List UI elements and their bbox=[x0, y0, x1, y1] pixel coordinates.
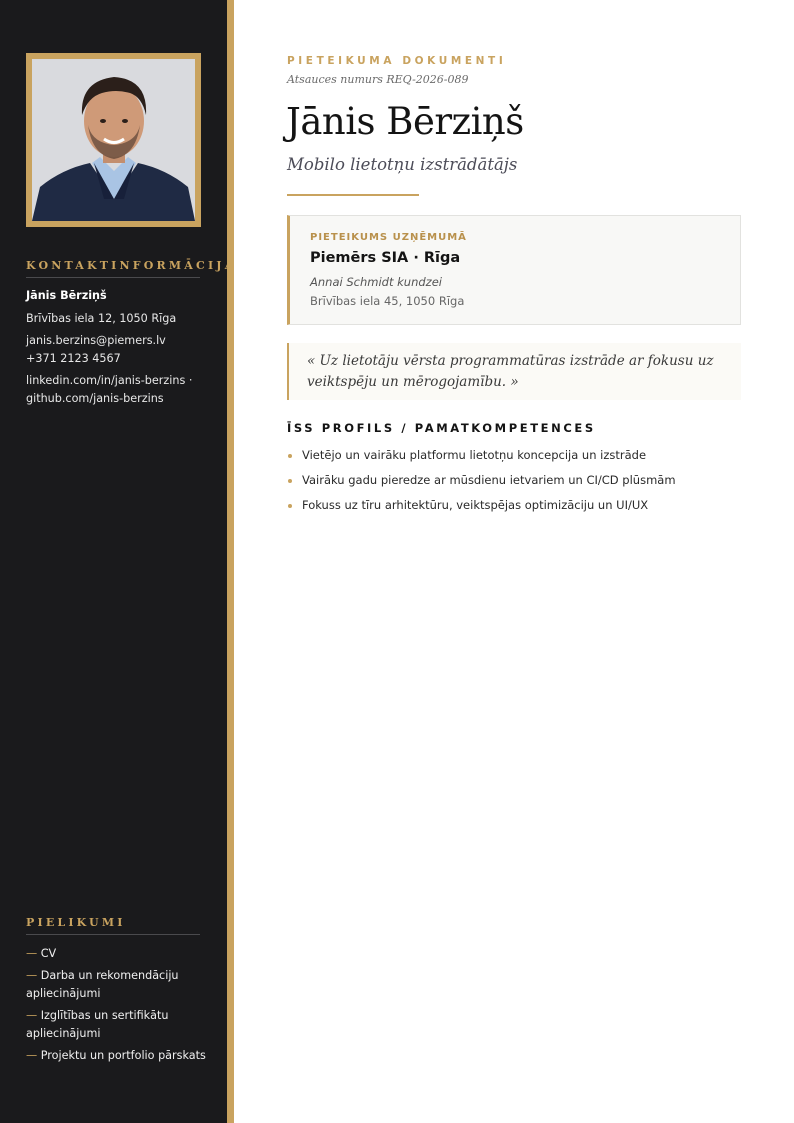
contact-heading-divider bbox=[26, 277, 200, 278]
attachment-label: Darba un rekomendāciju bbox=[40, 969, 179, 982]
reference-number: Atsauces numurs REQ-2026-089 bbox=[287, 73, 469, 86]
competence-text: Vietējo un vairāku platformu lietotņu koncepcija un izstrāde bbox=[302, 448, 647, 462]
recipient-name: Annai Schmidt kundzei bbox=[310, 275, 442, 289]
attachments-heading: PIELIKUMI bbox=[26, 916, 126, 929]
portrait-illustration bbox=[32, 59, 195, 221]
attachment-item bbox=[26, 1007, 206, 1042]
contact-github[interactable]: github.com/janis-berzins bbox=[26, 392, 164, 405]
bullet-icon bbox=[288, 454, 292, 458]
company-name: Piemērs SIA · Rīga bbox=[310, 250, 461, 266]
contact-phone[interactable]: +371 2123 4567 bbox=[26, 352, 121, 365]
profile-photo bbox=[32, 59, 195, 221]
contact-heading: KONTAKTINFORMĀCIJA bbox=[26, 259, 237, 272]
contact-name: Jānis Bērziņš bbox=[26, 289, 107, 302]
company-address: Brīvības iela 45, 1050 Rīga bbox=[310, 294, 465, 308]
application-recipient-card bbox=[287, 215, 741, 325]
profile-section-title: ĪSS PROFILS / PAMATKOMPETENCES bbox=[287, 421, 596, 435]
attachment-label: Izglītības un sertifikātu bbox=[40, 1009, 169, 1022]
attachment-dash: — bbox=[26, 1049, 38, 1062]
attachment-dash: — bbox=[26, 947, 38, 960]
competence-item bbox=[287, 472, 676, 497]
competence-item bbox=[287, 447, 676, 472]
competence-list bbox=[287, 447, 676, 522]
competence-text: Fokuss uz tīru arhitektūru, veiktspējas optimizāciju un UI/UX bbox=[302, 498, 649, 512]
attachment-label-continued: apliecinājumi bbox=[26, 986, 101, 1000]
attachment-item bbox=[26, 945, 206, 963]
bullet-icon bbox=[288, 479, 292, 483]
quote-line: « Uz lietotāju vērsta programmatūras izstrāde ar fokusu uz bbox=[307, 353, 714, 369]
applicant-role: Mobilo lietotņu izstrādātājs bbox=[287, 155, 518, 174]
contact-email[interactable]: janis.berzins@piemers.lv bbox=[26, 334, 166, 347]
bullet-icon bbox=[288, 504, 292, 508]
contact-block bbox=[26, 287, 206, 305]
competence-text: Vairāku gadu pieredze ar mūsdienu ietvariem un CI/CD plūsmām bbox=[302, 473, 676, 487]
title-divider bbox=[287, 194, 419, 196]
summary-quote bbox=[287, 343, 741, 400]
attachment-dash: — bbox=[26, 1009, 38, 1022]
sidebar-gold-divider bbox=[227, 0, 234, 1123]
attachment-item bbox=[26, 1047, 206, 1065]
competence-item bbox=[287, 497, 676, 522]
attachment-dash: — bbox=[26, 969, 38, 982]
attachments-heading-divider bbox=[26, 934, 200, 935]
attachment-label: Projektu un portfolio pārskats bbox=[40, 1049, 206, 1062]
attachment-item bbox=[26, 967, 206, 1002]
attachment-label-continued: apliecinājumi bbox=[26, 1026, 101, 1040]
contact-linkedin[interactable]: linkedin.com/in/janis-berzins · bbox=[26, 374, 193, 387]
contact-address: Brīvības iela 12, 1050 Rīga bbox=[26, 312, 177, 325]
applicant-name: Jānis Bērziņš bbox=[286, 100, 524, 143]
quote-line: veiktspēju un mērogojamību. » bbox=[307, 374, 519, 390]
profile-photo-frame bbox=[26, 53, 201, 227]
attachment-label: CV bbox=[40, 947, 57, 960]
application-label: PIETEIKUMS UZŅĒMUMĀ bbox=[310, 232, 467, 243]
document-kicker: PIETEIKUMA DOKUMENTI bbox=[287, 55, 507, 67]
